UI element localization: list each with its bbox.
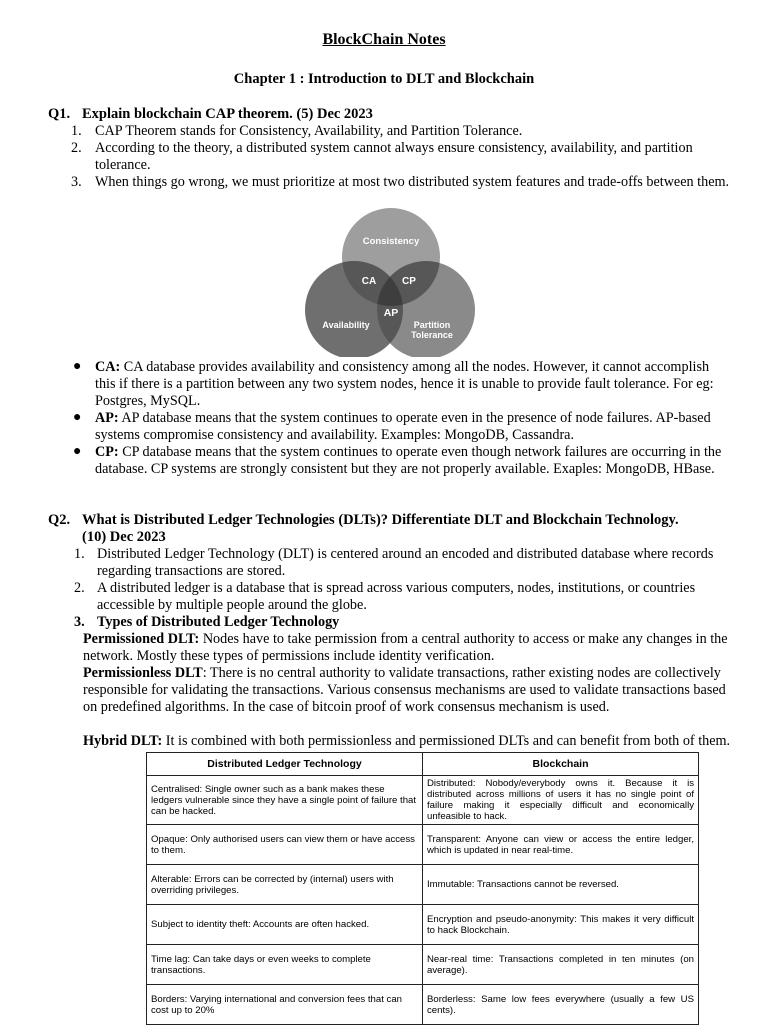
partition-label-line2: Tolerance bbox=[411, 330, 453, 340]
q1-heading-text: Explain blockchain CAP theorem. (5) Dec 2023 bbox=[82, 106, 373, 122]
bullet-dot: ● bbox=[73, 359, 82, 374]
q1-item-text: CAP Theorem stands for Consistency, Availability, and Partition Tolerance. bbox=[95, 123, 523, 139]
q1-heading bbox=[48, 106, 373, 123]
ca-label: CA bbox=[361, 276, 377, 287]
ap-label: AP bbox=[383, 307, 399, 319]
dlt-type-permissionless bbox=[83, 665, 733, 715]
q2-heading bbox=[48, 512, 738, 529]
dlt-type-hybrid bbox=[83, 733, 733, 750]
q1-item-number: 1. bbox=[71, 123, 82, 139]
table-header-row bbox=[147, 753, 699, 776]
q2-item-2 bbox=[74, 580, 732, 614]
bullet-dot: ● bbox=[73, 444, 82, 459]
consistency-label: Consistency bbox=[362, 236, 420, 247]
bullet-label: AP: bbox=[95, 410, 119, 426]
table-cell-blockchain: Immutable: Transactions cannot be reversed. bbox=[423, 865, 699, 905]
q2-heading-line1: What is Distributed Ledger Technologies (DLTs)? Differentiate DLT and Blockchain Technology. bbox=[82, 512, 679, 528]
q1-item-1 bbox=[71, 123, 731, 140]
table-cell-blockchain: Borderless: Same low fees everywhere (usually a few US cents). bbox=[423, 985, 699, 1025]
chapter-heading: Chapter 1 : Introduction to DLT and Blockchain bbox=[233, 71, 535, 87]
table-header-dlt: Distributed Ledger Technology bbox=[147, 753, 423, 776]
q2-item-text: Distributed Ledger Technology (DLT) is centered around an encoded and distributed database where records regarding transactions are stored. bbox=[97, 546, 714, 579]
availability-label: Availability bbox=[322, 320, 370, 330]
document-title: BlockChain Notes bbox=[322, 31, 446, 48]
dlt-type-label: Hybrid DLT: bbox=[83, 733, 163, 749]
q2-item-number: 3. bbox=[74, 614, 85, 630]
q1-item-2 bbox=[71, 140, 731, 174]
table-cell-blockchain: Near-real time: Transactions completed in ten minutes (on average). bbox=[423, 945, 699, 985]
table-row bbox=[147, 776, 699, 825]
bullet-label: CA: bbox=[95, 359, 121, 375]
bullet-text: AP database means that the system continues to operate even in the presence of node failures. AP-based systems compromise consistency and availability. Examples: MongoDB, Cassandra. bbox=[95, 410, 711, 443]
table-cell-dlt: Subject to identity theft: Accounts are often hacked. bbox=[147, 905, 423, 945]
q1-item-number: 2. bbox=[71, 140, 82, 156]
table-cell-dlt: Borders: Varying international and conversion fees that can cost up to 20% bbox=[147, 985, 423, 1025]
q2-item-1 bbox=[74, 546, 732, 580]
q1-item-number: 3. bbox=[71, 174, 82, 190]
table-row bbox=[147, 985, 699, 1025]
partition-label-line1: Partition bbox=[413, 320, 451, 330]
q1-item-text: When things go wrong, we must prioritize at most two distributed system features and trade-offs between them. bbox=[95, 174, 730, 190]
bullet-ca bbox=[73, 359, 733, 409]
q2-item-3 bbox=[74, 614, 732, 631]
q2-heading-line2: (10) Dec 2023 bbox=[82, 529, 166, 545]
q1-item-text: According to the theory, a distributed system cannot always ensure consistency, availability, and partition tolerance. bbox=[95, 140, 693, 173]
table-header-blockchain: Blockchain bbox=[423, 753, 699, 776]
table-row bbox=[147, 825, 699, 865]
q2-number: Q2. bbox=[48, 512, 71, 528]
bullet-dot: ● bbox=[73, 410, 82, 425]
q1-item-3 bbox=[71, 174, 731, 191]
table-cell-dlt: Opaque: Only authorised users can view them or have access to them. bbox=[147, 825, 423, 865]
dlt-type-label: Permissioned DLT: bbox=[83, 631, 200, 647]
dlt-type-text: It is combined with both permissionless and permissioned DLTs and can benefit from both of them. bbox=[165, 733, 731, 749]
dlt-type-text: : There is no central authority to validate transactions, rather existing nodes are collectively responsible for validating the transactions. Various consensus mechanisms are used to validate transactions based on predefined algorithms. In the case of bitcoin proof of work consensus mechanism is used. bbox=[83, 665, 726, 715]
table-cell-dlt: Time lag: Can take days or even weeks to complete transactions. bbox=[147, 945, 423, 985]
bullet-label: CP: bbox=[95, 444, 119, 460]
table-row bbox=[147, 905, 699, 945]
dlt-vs-blockchain-table bbox=[146, 752, 699, 1025]
bullet-ap bbox=[73, 410, 733, 444]
cap-venn-diagram bbox=[302, 207, 480, 357]
dlt-types-title: Types of Distributed Ledger Technology bbox=[97, 614, 340, 630]
bullet-text: CP database means that the system continues to operate even though network failures are occurring in the database. CP systems are strongly consistent but they are not properly available. Exaples: MongoDB, HBase. bbox=[95, 444, 722, 477]
q2-item-number: 2. bbox=[74, 580, 85, 596]
dlt-type-label: Permissionless DLT bbox=[83, 665, 203, 681]
table-cell-blockchain: Distributed: Nobody/everybody owns it. Because it is distributed across millions of users it has no single point of failure making it especially difficult and economically unfeasible to hack. bbox=[423, 776, 699, 825]
q2-item-number: 1. bbox=[74, 546, 85, 562]
table-cell-blockchain: Encryption and pseudo-anonymity: This makes it very difficult to hack Blockchain. bbox=[423, 905, 699, 945]
dlt-type-text: Nodes have to take permission from a central authority to access or make any changes in the network. Mostly these types of permissions include identity verification. bbox=[83, 631, 728, 664]
q2-item-text: A distributed ledger is a database that is spread across various computers, nodes, institutions, or countries accessible by multiple people around the globe. bbox=[97, 580, 696, 613]
table-cell-dlt: Alterable: Errors can be corrected by (internal) users with overriding privileges. bbox=[147, 865, 423, 905]
dlt-type-permissioned bbox=[83, 631, 733, 665]
bullet-cp bbox=[73, 444, 733, 478]
table-cell-blockchain: Transparent: Anyone can view or access the entire ledger, which is updated in near real-time. bbox=[423, 825, 699, 865]
table-cell-dlt: Centralised: Single owner such as a bank makes these ledgers vulnerable since they have a single point of failure that can be hacked. bbox=[147, 776, 423, 825]
bullet-text: CA database provides availability and consistency among all the nodes. However, it cannot accomplish this if there is a partition between any two system nodes, hence it is unable to provide fault tolerance. For eg: Postgres, MySQL. bbox=[95, 359, 714, 409]
cp-label: CP bbox=[402, 276, 416, 287]
q1-number: Q1. bbox=[48, 106, 71, 122]
table-row bbox=[147, 945, 699, 985]
table-row bbox=[147, 865, 699, 905]
